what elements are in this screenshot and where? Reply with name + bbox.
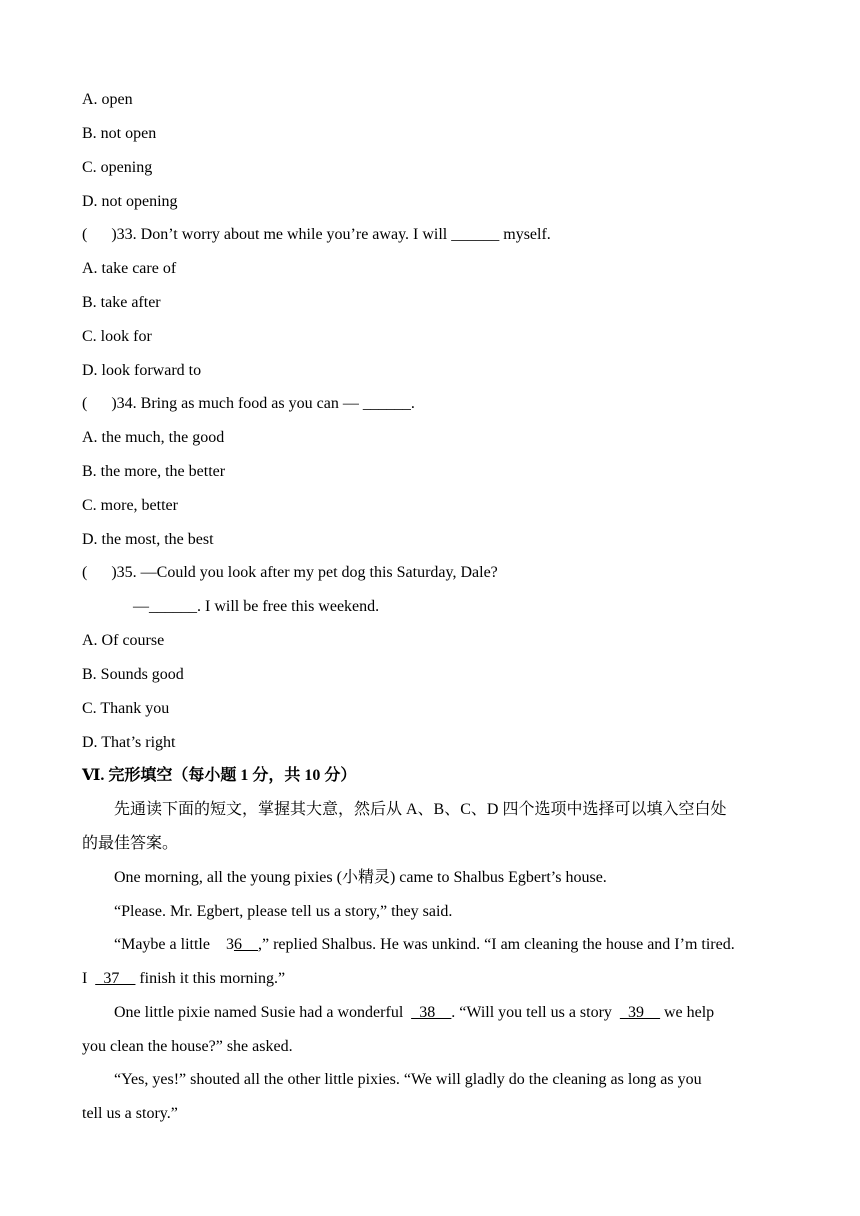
- passage-paragraph-4-cont: you clean the house?” she asked.: [82, 1038, 293, 1055]
- q33-option-b: B. take after: [82, 294, 161, 311]
- passage-paragraph-3-cont: [82, 969, 285, 989]
- q34-option-c: C. more, better: [82, 497, 178, 514]
- q35-reply-line: —______. I will be free this weekend.: [133, 598, 380, 615]
- q35-option-d: D. That’s right: [82, 734, 176, 751]
- q32-option-d: D. not opening: [82, 193, 178, 210]
- q34-question-line: [82, 394, 415, 414]
- passage-text: ,” replied Shalbus. He was unkind. “I am cleaning the house and I’m tired.: [257, 936, 735, 953]
- answer-open-paren: (: [82, 226, 88, 243]
- answer-open-paren: (: [82, 564, 88, 581]
- q33-option-d: D. look forward to: [82, 362, 202, 379]
- q34-question-text: 34. Bring as much food as you can — ______.: [116, 395, 415, 412]
- passage-text: I: [82, 970, 96, 987]
- passage-paragraph-1: One morning, all the young pixies (小精灵) came to Shalbus Egbert’s house.: [114, 869, 607, 886]
- answer-open-paren: (: [82, 395, 88, 412]
- q35-option-c: C. Thank you: [82, 700, 170, 717]
- section-instruction-line1: 先通读下面的短文，掌握其大意，然后从 A、B、C、D 四个选项中选择可以填入空白处: [114, 801, 727, 818]
- blank-38[interactable]: _38__: [411, 1004, 452, 1021]
- q35-option-a: A. Of course: [82, 632, 165, 649]
- q34-option-d: D. the most, the best: [82, 531, 214, 548]
- q34-option-a: A. the much, the good: [82, 429, 225, 446]
- passage-text: finish it this morning.”: [135, 970, 286, 987]
- answer-close-paren: ): [111, 226, 117, 243]
- q35-question-line: [82, 563, 498, 583]
- answer-close-paren: ): [111, 564, 117, 581]
- q33-option-c: C. look for: [82, 328, 152, 345]
- passage-text: . “Will you tell us a story: [451, 1004, 620, 1021]
- blank-39[interactable]: _39__: [619, 1004, 660, 1021]
- q32-option-c: C. opening: [82, 159, 153, 176]
- passage-text: we help: [659, 1004, 715, 1021]
- q33-question-text: 33. Don’t worry about me while you’re away. I will ______ myself.: [116, 226, 551, 243]
- section-heading: Ⅵ. 完形填空（每小题 1 分，共 10 分）: [82, 767, 357, 784]
- section-instruction-line2: 的最佳答案。: [82, 835, 179, 852]
- q33-question-line: [82, 225, 551, 245]
- passage-paragraph-3: [114, 935, 735, 955]
- blank-36[interactable]: 6__: [233, 936, 258, 953]
- passage-paragraph-4: [114, 1003, 714, 1023]
- answer-close-paren: ): [111, 395, 117, 412]
- passage-text: “Maybe a little 3: [114, 936, 234, 953]
- passage-paragraph-5: “Yes, yes!” shouted all the other little pixies. “We will gladly do the cleaning as long as you: [114, 1071, 702, 1088]
- q34-option-b: B. the more, the better: [82, 463, 226, 480]
- q35-option-b: B. Sounds good: [82, 666, 184, 683]
- passage-paragraph-5-cont: tell us a story.”: [82, 1105, 178, 1122]
- passage-text: One little pixie named Susie had a wonderful: [114, 1004, 412, 1021]
- passage-paragraph-2: “Please. Mr. Egbert, please tell us a story,” they said.: [114, 903, 453, 920]
- q32-option-b: B. not open: [82, 125, 157, 142]
- blank-37[interactable]: _37__: [95, 970, 136, 987]
- q32-option-a: A. open: [82, 91, 133, 108]
- q35-question-text: 35. —Could you look after my pet dog this Saturday, Dale?: [116, 564, 498, 581]
- q33-option-a: A. take care of: [82, 260, 177, 277]
